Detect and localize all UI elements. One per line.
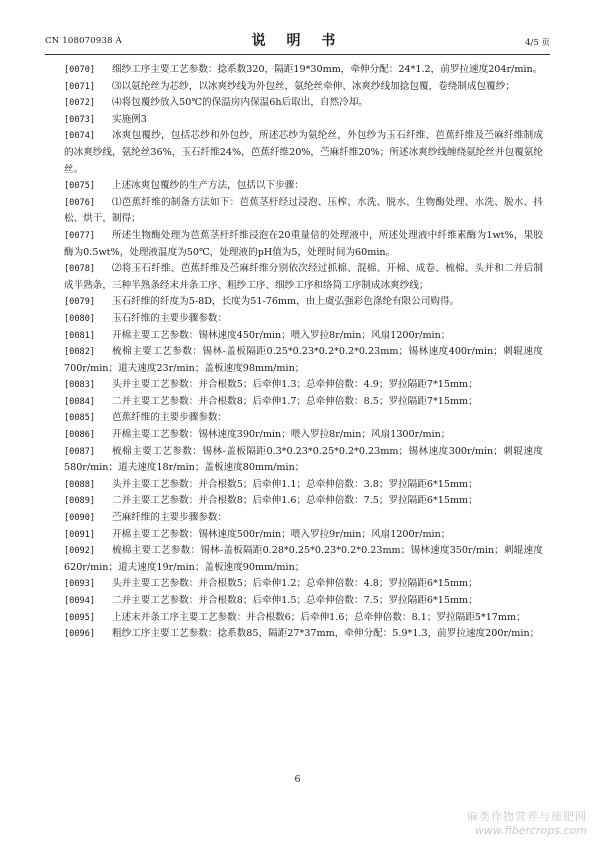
paragraph-text: 二并主要工艺参数：并合根数8；后牵伸1.7；总牵伸倍数：8.5；罗拉隔距7*15mm； [112,395,478,407]
paragraph-text: 梳棉主要工艺参数：锡林-盖板隔距0.28*0.25*0.23*0.2*0.23mm；锡林速度350r/min；刺辊速度620r/min；道夫速度19r/min；盖板速度90mm/min； [64,545,543,573]
paragraph [64,510,543,527]
paragraph [64,228,543,261]
paragraph-number: [0073] [64,114,96,125]
paragraph-text: 二并主要工艺参数：并合根数8；后牵伸1.6；总牵伸倍数：7.5；罗拉隔距6*15mm； [112,495,478,507]
page-indicator: 4/5 页 [525,38,550,48]
site-watermark [467,808,587,837]
paragraph-number: [0085] [64,413,96,424]
paragraph-number: [0090] [64,513,96,524]
paragraph-number: [0083] [64,380,96,391]
patent-number: CN 108070938 A [45,36,122,46]
paragraph [64,477,543,494]
paragraph [64,311,543,328]
paragraph-number: [0086] [64,430,96,441]
paragraph-text: 芭蕉纤维的主要步骤参数： [112,412,228,424]
paragraph-text: 开棉主要工艺参数：锡林速度390r/min；喂入罗拉8r/min；风扇1300r/min； [112,429,451,441]
paragraph [64,178,543,195]
paragraph [64,62,543,79]
paragraph-number: [0095] [64,612,96,623]
paragraph-number: [0092] [64,546,96,557]
paragraph-number: [0084] [64,396,96,407]
paragraph [64,410,543,427]
paragraph-number: [0071] [64,81,96,92]
paragraph [64,493,543,510]
paragraph-number: [0075] [64,181,96,192]
document-header [45,30,550,52]
paragraph-number: [0072] [64,98,96,109]
watermark-site-name: 麻类作物营养与施肥网 [467,810,587,823]
paragraph-text: 实施例3 [112,113,147,125]
paragraph-text: 头并主要工艺参数：并合根数5；后牵伸1.2；总牵伸倍数：4.8；罗拉隔距6*15mm； [112,578,478,590]
paragraph-text: 开棉主要工艺参数：锡林速度500r/min；喂入罗拉9r/min；风扇1200r/min； [112,528,451,540]
paragraph [64,543,543,576]
paragraph [64,112,543,129]
paragraph [64,427,543,444]
paragraph [64,344,543,377]
paragraph-number: [0091] [64,529,96,540]
paragraph-text: 头并主要工艺参数：并合根数5；后牵伸1.1；总牵伸倍数：3.8；罗拉隔距6*15mm； [112,478,478,490]
paragraph-text: 粗纱工序主要工艺参数：捻系数85，隔距27*37mm，牵伸分配：5.9*1.3，前罗拉速度200r/min； [112,628,540,640]
paragraph-text: ⑵将玉石纤维、芭蕉纤维及苎麻纤维分别依次经过抓棉、混棉、开棉、成卷、梳棉、头并和二并后制成半熟条，三种半熟条经末并条工序、粗纱工序、细纱工序和络筒工序制成冰爽纱线； [64,263,543,291]
paragraph-number: [0078] [64,264,96,275]
paragraph-text: 上述冰爽包覆纱的生产方法，包括以下步骤： [112,180,304,192]
document-body [64,62,543,643]
paragraph-number: [0076] [64,197,96,208]
paragraph [64,576,543,593]
paragraph [64,444,543,477]
paragraph-number: [0082] [64,347,96,358]
paragraph-text: 细纱工序主要工艺参数：捻系数320，隔距19*30mm，牵伸分配：24*1.2，前罗拉速度204r/min。 [112,64,543,75]
paragraph-number: [0079] [64,297,96,308]
paragraph [64,610,543,627]
paragraph [64,294,543,311]
paragraph-text: ⑶以氨纶丝为芯纱，以冰爽纱线为外包丝，氨纶丝牵伸、冰爽纱线加捻包覆，卷绕制成包覆纱； [112,80,515,92]
paragraph-number: [0088] [64,479,96,490]
paragraph-number: [0087] [64,446,96,457]
paragraph [64,328,543,345]
page-number: 6 [294,774,301,785]
paragraph-text: 二并主要工艺参数：并合根数8；后牵伸1.5；总牵伸倍数：7.5；罗拉隔距6*15mm； [112,595,478,606]
paragraph [64,527,543,544]
paragraph [64,593,543,610]
paragraph-number: [0094] [64,596,96,606]
paragraph-text: 冰爽包覆纱，包括芯纱和外包纱，所述芯纱为氨纶丝，外包纱为玉石纤维、芭蕉纤维及苎麻纤维制成的冰爽纱线，氨纶丝36%，玉石纤维24%，芭蕉纤维20%，苎麻纤维20%；所述冰爽纱线缠绕氨纶丝并包覆氨纶丝。 [64,130,543,175]
paragraph-number: [0080] [64,313,96,324]
paragraph [64,394,543,411]
watermark-url: www.fibercrops.com [474,824,587,837]
paragraph [64,79,543,96]
paragraph [64,128,543,178]
paragraph-text: ⑷将包覆纱放入50℃的保温房内保温6h后取出，自然冷却。 [112,97,368,109]
paragraph [64,261,543,294]
paragraph-text: 梳棉主要工艺参数：锡林-盖板隔距0.3*0.23*0.25*0.2*0.23mm；锡林速度300r/min；刺辊速度580r/min；道夫速度18r/min；盖板速度80mm/min； [64,445,543,474]
paragraph-text: 苎麻纤维的主要步骤参数： [112,512,228,524]
paragraph [64,195,543,228]
paragraph [64,377,543,394]
paragraph-number: [0081] [64,330,96,341]
paragraph-number: [0089] [64,496,96,507]
paragraph-number: [0096] [64,629,96,640]
paragraph-number: [0070] [64,65,96,75]
paragraph-number: [0077] [64,230,96,241]
paragraph [64,95,543,112]
paragraph-text: 头并主要工艺参数：并合根数5；后牵伸1.3；总牵伸倍数：4.9；罗拉隔距7*15mm； [112,379,478,391]
paragraph-text: 玉石纤维的主要步骤参数： [112,312,228,324]
paragraph-text: 所述生物酶处理为芭蕉茎杆纤维浸泡在20重量倍的处理液中，所述处理液中纤维素酶为1wt%，果胶酶为0.5wt%，处理液温度为50℃，处理液的pH值为5，处理时间为60min。 [64,229,543,258]
paragraph-number: [0093] [64,579,96,590]
paragraph-text: 梳棉主要工艺参数：锡林-盖板隔距0.25*0.23*0.2*0.2*0.23mm；锡林速度400r/min；刺辊速度700r/min；道夫速度23r/min；盖板速度98mm/min； [64,346,543,374]
paragraph-text: 玉石纤维的纤度为5-8D，长度为51-76mm，由上虞弘强彩色涤纶有限公司购得。 [112,296,460,308]
paragraph [64,626,543,643]
header-rule [45,54,550,55]
paragraph-number: [0074] [64,131,96,142]
paragraph-text: ⑴芭蕉纤维的制备方法如下：芭蕉茎杆经过浸泡、压榨、水洗、脱水、生物酶处理、水洗、脱水、抖松、烘干，制得； [64,196,543,225]
document-title: 说 明 书 [251,33,344,49]
paragraph-text: 上述末并条工序主要工艺参数：并合根数6；后牵伸1.6；总牵伸倍数：8.1；罗拉隔距5*17mm； [112,611,526,623]
paragraph-text: 开棉主要工艺参数：锡林速度450r/min；喂入罗拉8r/min；风扇1200r/min； [112,329,451,341]
